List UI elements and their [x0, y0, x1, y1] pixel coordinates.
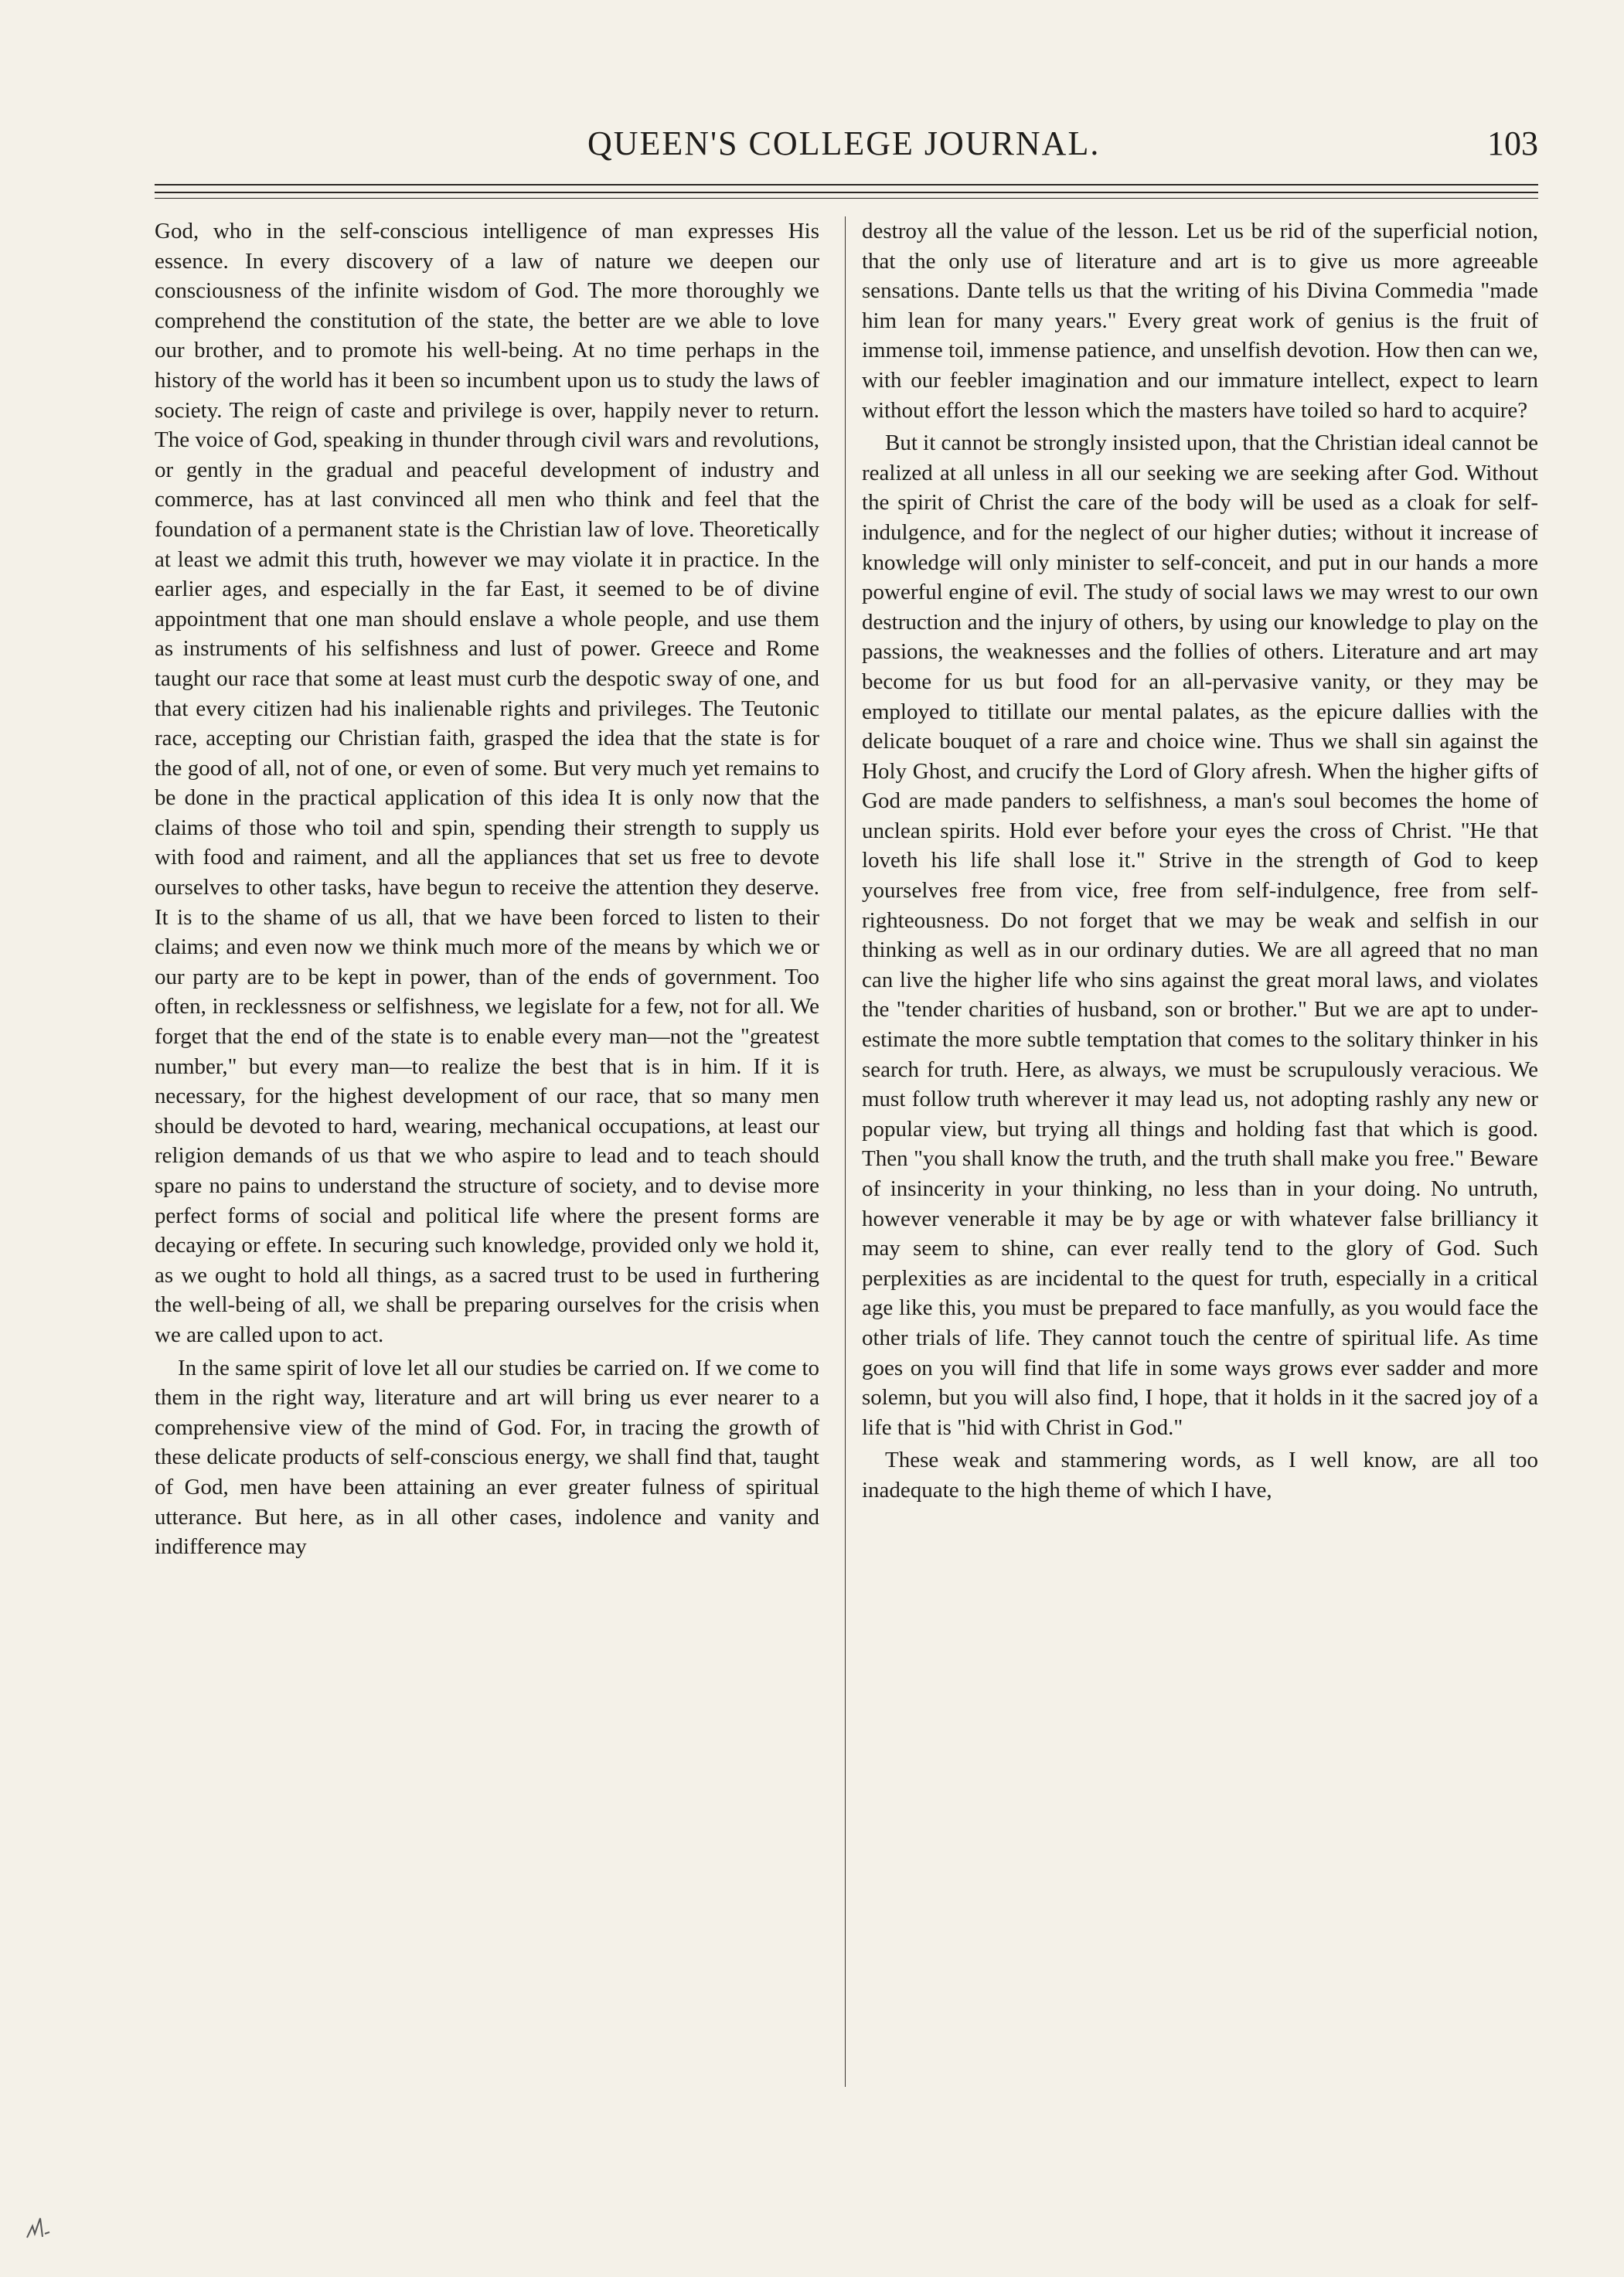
right-column	[862, 216, 1538, 1506]
left-paragraph-1: God, who in the self-conscious intelligence of man expresses His essence. In every discovery of a law of nature we deepen our consciousness of the infinite wisdom of God. The more thoroughly we comprehend the constitution of the state, the better are we able to love our brother, and to promote his well-being. At no time perhaps in the history of the world has it been so incumbent upon us to study the laws of society. The reign of caste and privilege is over, happily never to return. The voice of God, speaking in thunder through civil wars and revolutions, or gently in the gradual and peaceful development of industry and commerce, has at last convinced all men who think and feel that the foundation of a permanent state is the Christian law of love. Theoretically at least we admit this truth, however we may violate it in practice. In the earlier ages, and especially in the far East, it seemed to be of divine appointment that one man should enslave a whole people, and use them as instruments of his selfishness and lust of power. Greece and Rome taught our race that some at least must curb the despotic sway of one, and that every citizen had his inalienable rights and privileges. The Teutonic race, accepting our Christian faith, grasped the idea that the state is for the good of all, not of one, or even of some. But very much yet remains to be done in the practical application of this idea It is only now that the claims of those who toil and spin, spending their strength to supply us with food and raiment, and all the appliances that set us free to devote ourselves to other tasks, have begun to receive the attention they deserve. It is to the shame of us all, that we have been forced to listen to their claims; and even now we think much more of the means by which we or our party are to be kept in power, than of the ends of government. Too often, in recklessness or selfishness, we legislate for a few, not for all. We forget that the end of the state is to enable every man—not the "greatest number," but every man—to realize the best that is in him. If it is necessary, for the highest development of our race, that so many men should be devoted to hard, wearing, mechanical occupations, at least our religion demands of us that we who aspire to lead and to teach should spare no pains to understand the structure of society, and to devise more perfect forms of social and political life where the present forms are decaying or effete. In securing such knowledge, provided only we hold it, as we ought to hold all things, as a sacred trust to be used in furthering the well-being of all, we shall be preparing ourselves for the crisis when we are called upon to act.	[155, 219, 819, 1347]
header-rule-bottom	[155, 198, 1538, 199]
left-paragraph-2: In the same spirit of love let all our studies be carried on. If we come to them in the right way, literature and art will bring us ever nearer to a comprehensive view of the mind of God. For, in tracing the growth of these delicate products of self-conscious energy, we shall find that, taught of God, men have been attaining an ever greater fulness of spiritual utterance. But here, as in all other cases, indolence and vanity and indifference may	[155, 1355, 819, 1560]
running-header	[155, 124, 1538, 170]
left-column	[155, 216, 819, 1562]
journal-title: QUEEN'S COLLEGE JOURNAL.	[587, 124, 1101, 162]
header-rule-top	[155, 184, 1538, 185]
right-paragraph-3: These weak and stammering words, as I well know, are all too inadequate to the high theme of which I have,	[862, 1448, 1538, 1503]
ink-smudge-mark	[23, 2211, 70, 2241]
column-divider	[845, 216, 846, 2087]
header-rule-middle	[155, 192, 1538, 193]
right-paragraph-1: destroy all the value of the lesson. Let us be rid of the superficial notion, that the only use of literature and art is to give us more agreeable sensations. Dante tells us that the writing of his Divina Commedia "made him lean for many years." Every great work of genius is the fruit of immense toil, immense patience, and unselfish devotion. How then can we, with our feebler imagination and our immature intellect, expect to learn without effort the lesson which the masters have toiled so hard to acquire?	[862, 219, 1538, 423]
page-number: 103	[1487, 124, 1538, 162]
right-paragraph-2: But it cannot be strongly insisted upon, that the Christian ideal cannot be realized at all unless in all our seeking we are seeking after God. Without the spirit of Christ the care of the body will be used as a cloak for self-indulgence, and for the neglect of our higher duties; without it increase of knowledge will only minister to self-conceit, and put in our hands a more powerful engine of evil. The study of social laws we may wrest to our own destruction and the injury of others, by using our knowledge to play on the passions, the weaknesses and the follies of others. Literature and art may become for us but food for an all-pervasive vanity, or they may be employed to titillate our mental palates, as the epicure dallies with the delicate bouquet of a rare and choice wine. Thus we shall sin against the Holy Ghost, and crucify the Lord of Glory afresh. When the higher gifts of God are made panders to selfishness, a man's soul becomes the home of unclean spirits. Hold ever before your eyes the cross of Christ. "He that loveth his life shall lose it." Strive in the strength of God to keep yourselves free from vice, free from self-indulgence, free from self-righteousness. Do not forget that we may be weak and selfish in our thinking as well as in our ordinary duties. We are all agreed that no man can live the higher life who sins against the great moral laws, and violates the "tender charities of husband, son or brother." But we are apt to under-estimate the more subtle temptation that comes to the solitary thinker in his search for truth. Here, as always, we must be scrupulously veracious. We must follow truth wherever it may lead us, not adopting rashly any new or popular view, but trying all things and holding fast that which is good. Then "you shall know the truth, and the truth shall make you free." Beware of insincerity in your thinking, no less than in your doing. No untruth, however venerable it may be by age or with whatever false brilliancy it may seem to shine, can ever really tend to the glory of God. Such perplexities as are incidental to the quest for truth, especially in a critical age like this, you must be prepared to face manfully, as you would face the other trials of life. They cannot touch the centre of spiritual life. As time goes on you will find that life in some ways grows ever sadder and more solemn, but you will also find, I hope, that it holds in it the sacred joy of a life that is "hid with Christ in God."	[862, 431, 1538, 1440]
